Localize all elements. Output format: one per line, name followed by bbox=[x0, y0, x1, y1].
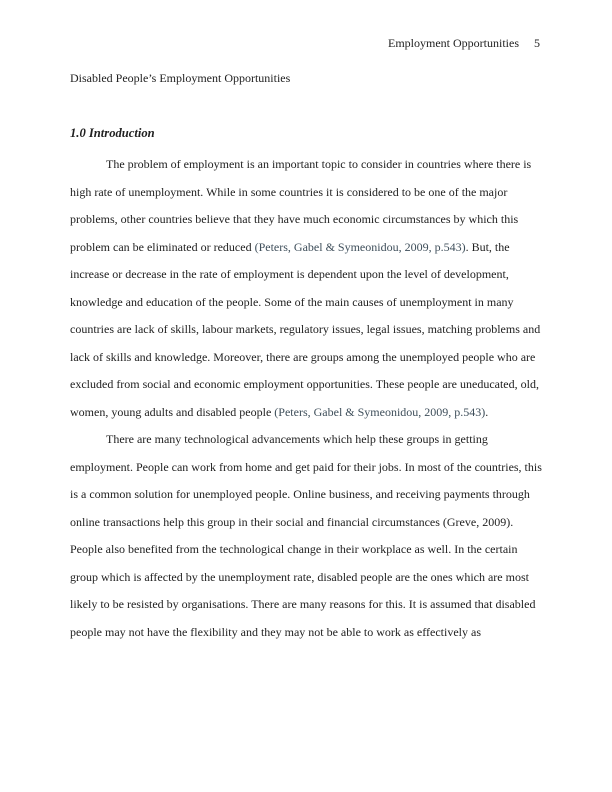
citation-text: (Peters, Gabel & Symeonidou, 2009, p.543) bbox=[274, 404, 486, 419]
paragraph bbox=[70, 151, 542, 426]
body-text-segment: . bbox=[485, 404, 489, 419]
citation-text: (Peters, Gabel & Symeonidou, 2009, p.543) bbox=[254, 239, 466, 254]
document-title: Disabled People’s Employment Opportunities bbox=[70, 71, 291, 85]
body-text-segment: . But, the increase or decrease in the rate of employment is dependent upon the level of development, knowledge and education of the people. Some of the main causes of unemployment in many countries are lack of skills, labour markets, regulatory issues, legal issues, matching problems and lack of skills and knowledge. Moreover, there are groups among the unemployed people who are excluded from social and economic employment opportunities. These people are uneducated, old, women, young adults and disabled people bbox=[70, 239, 541, 419]
page-header bbox=[388, 36, 540, 51]
section-heading: 1.0 Introduction bbox=[70, 126, 155, 140]
body-text bbox=[70, 151, 542, 646]
body-text-segment: There are many technological advancements which help these groups in getting employment. People can work from home and get paid for their jobs. In most of the countries, this is a common solution for unemployed people. Online business, and receiving payments through online transactions help this group in their social and financial circumstances (Greve, 2009). People also benefited from the technological change in their workplace as well. In the certain group which is affected by the unemployment rate, disabled people are the ones which are most likely to be resisted by organisations. There are many reasons for this. It is assumed that disabled people may not have the flexibility and they may not be able to work as effectively as bbox=[70, 432, 542, 639]
page-number: 5 bbox=[534, 36, 540, 50]
body-text-segment: The problem of employment is an important topic to consider in countries where there is high rate of unemployment. While in some countries it is considered to be one of the major problems, other countries believe that they have much economic circumstances by which this problem can be eliminated or reduced bbox=[70, 157, 532, 254]
running-head: Employment Opportunities bbox=[388, 36, 519, 50]
paragraph bbox=[70, 426, 542, 646]
